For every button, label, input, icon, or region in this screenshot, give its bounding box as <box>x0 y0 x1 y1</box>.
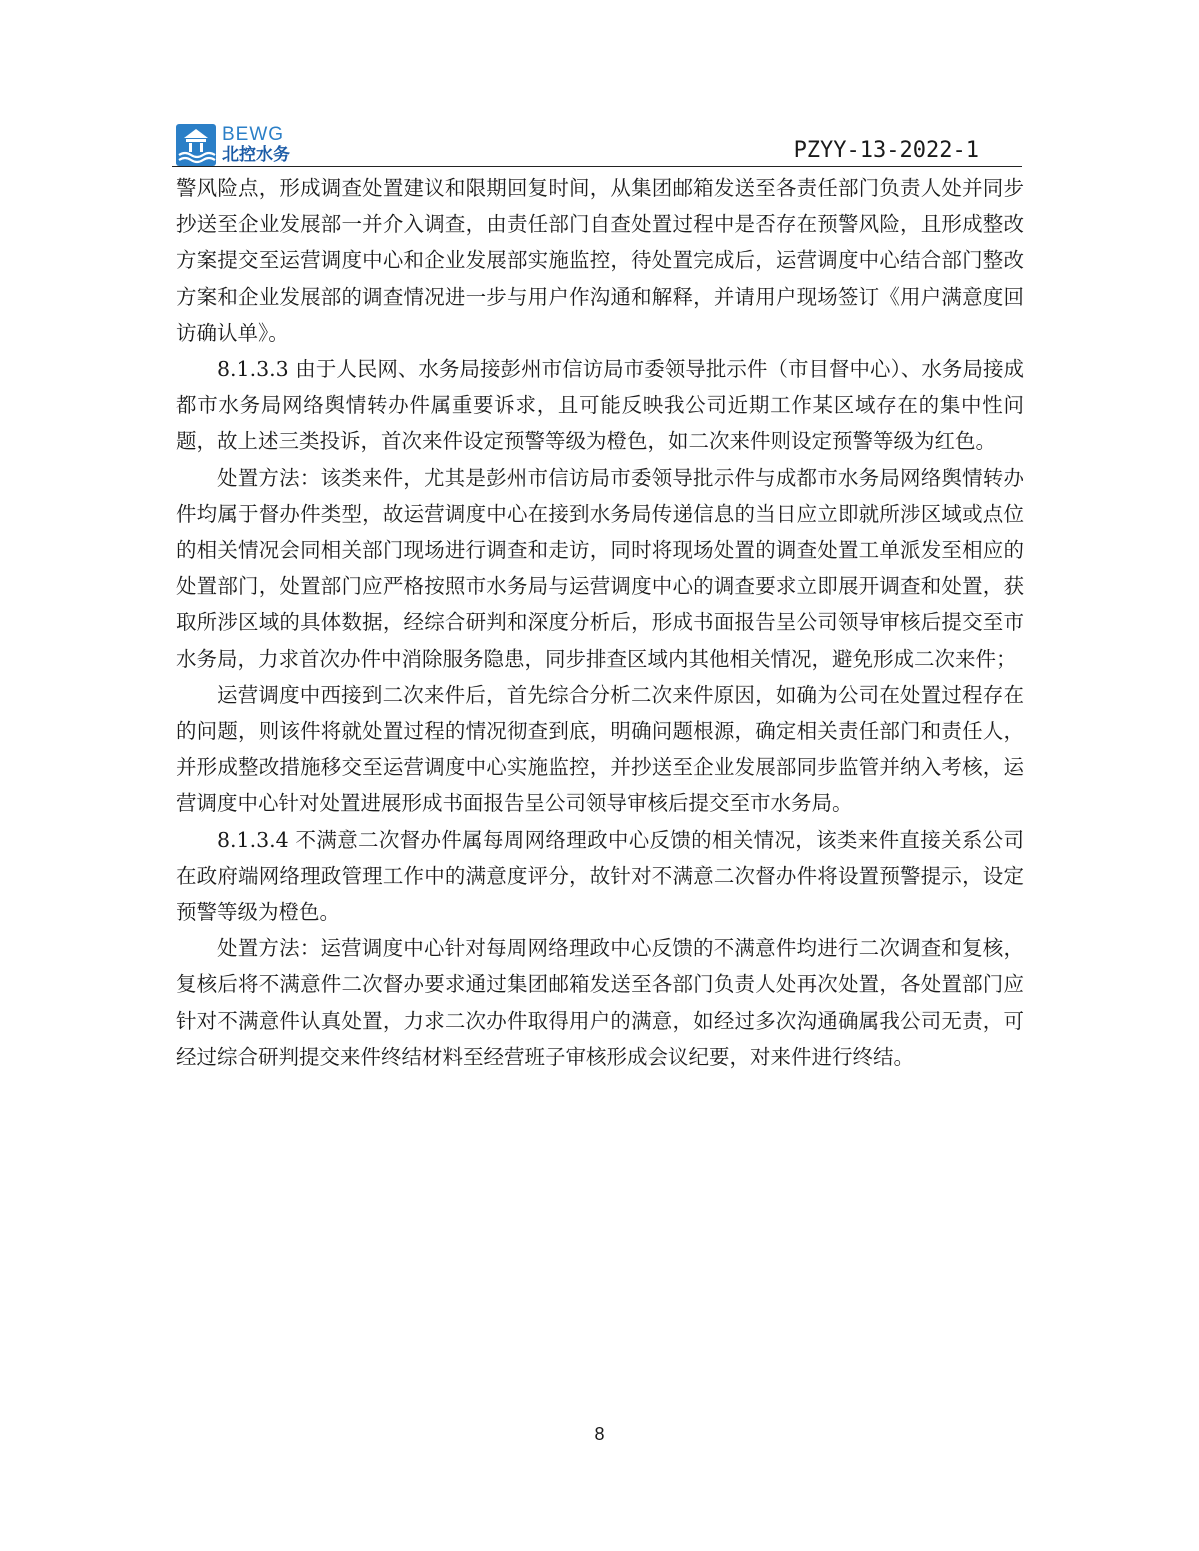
document-body <box>176 170 1024 1075</box>
page-header <box>172 118 1022 168</box>
paragraph-6: 处置方法：运营调度中心针对每周网络理政中心反馈的不满意件均进行二次调查和复核，复核后将不满意件二次督办要求通过集团邮箱发送至各部门负责人处再次处置，各处置部门应针对不满意件认真处置，力求二次办件取得用户的满意，如经过多次沟通确属我公司无责，可经过综合研判提交来件终结材料至经营班子审核形成会议纪要，对来件进行终结。 <box>176 936 1024 1069</box>
logo-chinese-text: 北控水务 <box>222 145 290 165</box>
header-divider <box>172 166 1022 167</box>
logo-latin-text: BEWG <box>222 124 285 145</box>
paragraph-2: 8.1.3.3 由于人民网、水务局接彭州市信访局市委领导批示件（市目督中心）、水务局接成都市水务局网络舆情转办件属重要诉求，且可能反映我公司近期工作某区域存在的集中性问题，故上述三类投诉，首次来件设定预警等级为橙色，如二次来件则设定预警等级为红色。 <box>176 357 1024 454</box>
company-logo <box>176 124 316 166</box>
paragraph-3: 处置方法：该类来件，尤其是彭州市信访局市委领导批示件与成都市水务局网络舆情转办件均属于督办件类型，故运营调度中心在接到水务局传递信息的当日应立即就所涉区域或点位的相关情况会同相关部门现场进行调查和走访，同时将现场处置的调查处置工单派发至相应的处置部门，处置部门应严格按照市水务局与运营调度中心的调查要求立即展开调查和处置，获取所涉区域的具体数据，经综合研判和深度分析后，形成书面报告呈公司领导审核后提交至市水务局，力求首次办件中消除服务隐患，同步排查区域内其他相关情况，避免形成二次来件； <box>176 465 1024 671</box>
logo-emblem-icon <box>176 124 216 166</box>
document-code: PZYY-13-2022-1 <box>793 138 979 163</box>
page-number: 8 <box>594 1424 605 1444</box>
paragraph-1: 警风险点，形成调查处置建议和限期回复时间，从集团邮箱发送至各责任部门负责人处并同步抄送至企业发展部一并介入调查，由责任部门自查处置过程中是否存在预警风险，且形成整改方案提交至运营调度中心和企业发展部实施监控，待处置完成后，运营调度中心结合部门整改方案和企业发展部的调查情况进一步与用户作沟通和解释，并请用户现场签订《用户满意度回访确认单》。 <box>176 176 1024 345</box>
paragraph-5: 8.1.3.4 不满意二次督办件属每周网络理政中心反馈的相关情况，该类来件直接关系公司在政府端网络理政管理工作中的满意度评分，故针对不满意二次督办件将设置预警提示，设定预警等级为橙色。 <box>176 827 1024 925</box>
paragraph-4: 运营调度中西接到二次来件后，首先综合分析二次来件原因，如确为公司在处置过程存在的问题，则该件将就处置过程的情况彻查到底，明确问题根源，确定相关责任部门和责任人，并形成整改措施移交至运营调度中心实施监控，并抄送至企业发展部同步监管并纳入考核，运营调度中心针对处置进展形成书面报告呈公司领导审核后提交至市水务局。 <box>176 682 1024 816</box>
